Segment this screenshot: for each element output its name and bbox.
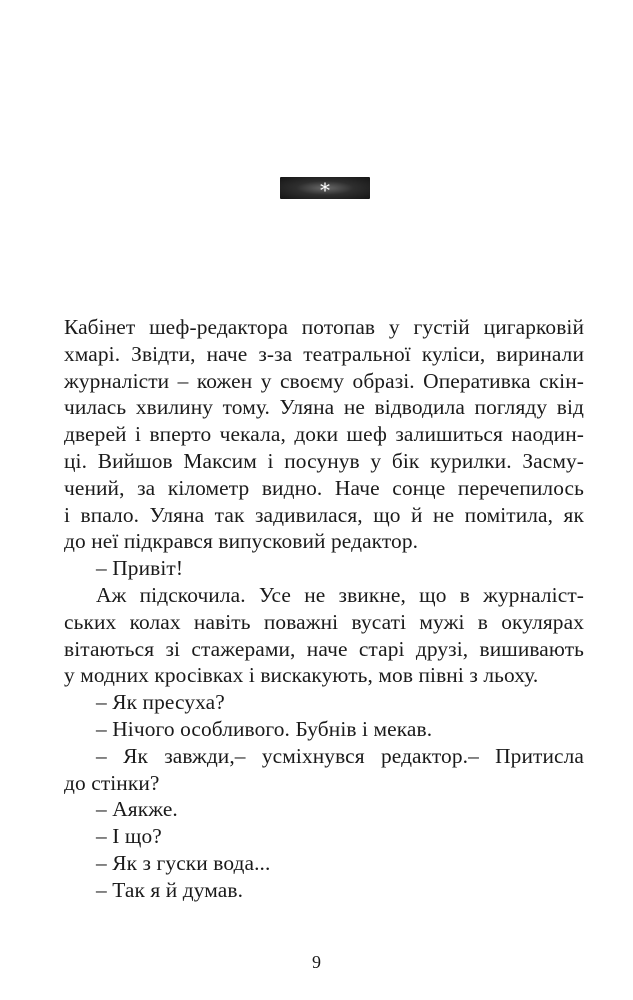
section-break-ornament [280,177,370,202]
text-line: ських колах навіть поважні вусаті мужі в окулярах [64,609,584,634]
dialogue-line: – Як пресуха? [96,690,225,715]
text-line: і впало. Уляна так задивилася, що й не помітила, як [64,502,584,527]
text-line: до неї підкрався випусковий редактор. [64,529,419,554]
text-line: дверей і вперто чекала, доки шеф залишиться наодин- [64,422,584,447]
text-line: хмарі. Звідти, наче з-за театральної куліси, виринали [64,341,584,366]
text-line: Кабінет шеф-редактора потопав у густій цигарковій [64,315,584,339]
text-line: ці. Вийшов Максим і посунув у бік курилки. Засму- [64,448,584,473]
text-line: вітаються зі стажерами, наче старі друзі, вишивають [64,636,584,661]
asterisk-icon: * [320,178,330,202]
dialogue-line: – Нічого особливого. Бубнів і мекав. [96,716,433,741]
text-line: журналісти – кожен у своєму образі. Оперативка скін- [64,368,584,393]
dialogue-line: – Як завжди,– усміхнувся редактор.– Притисла [96,743,584,768]
dialogue-line: – Так я й думав. [96,877,244,902]
text-line: у модних кросівках і вискакують, мов півні з льоху. [64,663,539,688]
dialogue-line: – І що? [96,824,162,849]
text-line: чилась хвилину тому. Уляна не відводила погляду від [64,395,584,420]
body-text [64,314,584,904]
dialogue-line: до стінки? [64,770,160,795]
text-line: Аж підскочила. Усе не звикне, що в журналіст- [96,582,584,607]
page-number: 9 [312,952,321,972]
dialogue-line: – Аякже. [96,797,178,822]
dialogue-line: – Як з гуски вода... [96,850,271,875]
text-line: чений, за кілометр видно. Наче сонце перечепилось [64,475,584,500]
dialogue-line: – Привіт! [96,556,184,581]
